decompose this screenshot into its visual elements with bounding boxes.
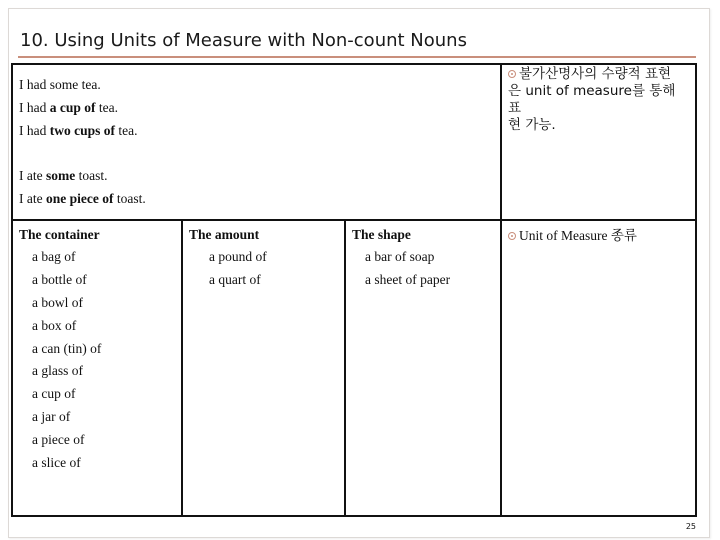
note-top: 불가산명사의 수량적 표현 은 unit of measure를 통해 표 현 가능.: [508, 66, 676, 133]
header-container: The container: [19, 227, 100, 242]
container-item: a can (tin) of: [32, 341, 102, 356]
bullet-icon: [508, 232, 516, 240]
grid-line-middle: [11, 219, 697, 221]
slide-title: 10. Using Units of Measure with Non-count Nouns: [20, 30, 467, 51]
grid-line-notes: [500, 64, 502, 516]
grid-line-left: [11, 64, 13, 516]
container-item: a cup of: [32, 386, 76, 401]
container-item: a glass of: [32, 363, 83, 378]
header-amount: The amount: [189, 227, 260, 242]
example-sentence: I ate one piece of toast.: [19, 191, 146, 206]
grid-line-top: [11, 63, 697, 65]
example-sentence: I had two cups of tea.: [19, 123, 138, 138]
example-sentence: I had a cup of tea.: [19, 100, 119, 115]
container-item: a bowl of: [32, 295, 83, 310]
bullet-icon: [508, 70, 516, 78]
container-item: a jar of: [32, 409, 71, 424]
note-bottom: Unit of Measure 종류: [508, 227, 637, 245]
container-item: a box of: [32, 318, 77, 333]
shape-item: a bar of soap: [365, 249, 435, 264]
container-item: a bottle of: [32, 272, 87, 287]
container-item: a slice of: [32, 455, 81, 470]
example-sentence: I had some tea.: [19, 77, 101, 92]
amount-item: a quart of: [209, 272, 261, 287]
container-item: a piece of: [32, 432, 85, 447]
amount-item: a pound of: [209, 249, 267, 264]
shape-item: a sheet of paper: [365, 272, 451, 287]
grid-line-right: [695, 64, 697, 516]
title-underline: [18, 56, 696, 58]
page-number: 25: [685, 522, 696, 531]
example-sentence: I ate some toast.: [19, 168, 108, 183]
grid-line-bottom: [11, 515, 697, 517]
grid-line-col3: [344, 220, 346, 516]
grid-line-col2: [181, 220, 183, 516]
header-shape: The shape: [352, 227, 411, 242]
container-item: a bag of: [32, 249, 76, 264]
